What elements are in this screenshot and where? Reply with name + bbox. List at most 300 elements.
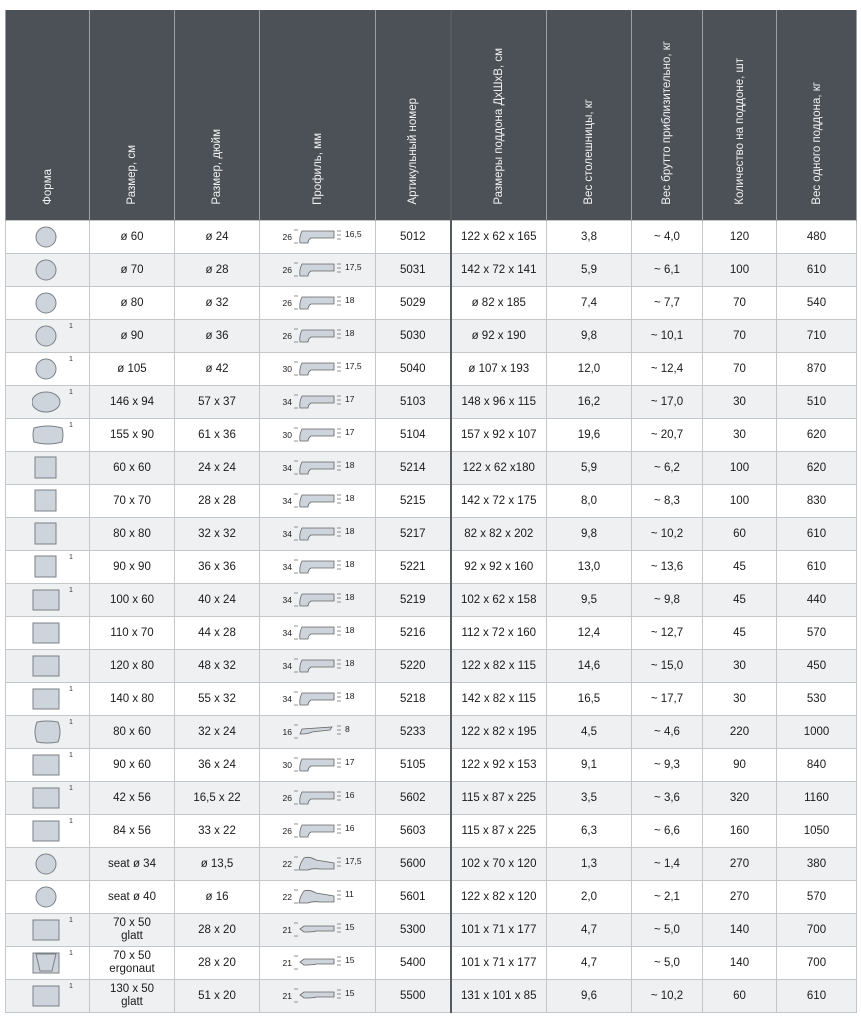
pallet-size: 148 x 96 x 115 [451,386,547,419]
profile-cell [260,221,376,254]
shape-cell [6,551,90,584]
footnote-marker: 1 [69,422,73,429]
footnote-marker: 1 [69,752,73,759]
header-qty-per-pallet: Количество на поддоне, шт [703,10,777,221]
table-row [6,320,857,353]
profile-left-mm: 22 [282,892,292,902]
header-pallet-weight: Вес одного поддона, кг [777,10,857,221]
qty-per-pallet: 70 [703,320,777,353]
pallet-size: ø 92 x 190 [451,320,547,353]
table-row [6,518,857,551]
profile-icon [294,954,344,972]
size-inch: ø 24 [175,221,260,254]
profile-left-mm: 34 [282,661,292,671]
pallet-size: 115 x 87 x 225 [451,815,547,848]
size-inch: 32 x 24 [175,716,260,749]
profile-left-mm: 26 [282,826,292,836]
profile-right-mm: 18 [345,328,355,338]
profile-cell [260,980,376,1013]
rect-icon [32,786,64,810]
qty-per-pallet: 70 [703,287,777,320]
gross-weight: ~ 2,1 [632,881,703,914]
shape-cell [6,452,90,485]
barrel-icon [32,423,64,447]
gross-weight: ~ 17,0 [632,386,703,419]
rect-icon [32,819,64,843]
size-cm-cell [90,716,175,749]
footnote-marker: 1 [69,983,73,990]
table-row [6,419,857,452]
footnote-marker: 1 [69,686,73,693]
qty-per-pallet: 45 [703,551,777,584]
table-row [6,815,857,848]
size-cm: ø 105 [117,363,147,375]
profile-icon [294,723,344,741]
size-inch: 28 x 20 [175,947,260,980]
pallet-size: 102 x 70 x 120 [451,848,547,881]
gross-weight: ~ 3,6 [632,782,703,815]
size-cm: ø 70 [120,264,144,276]
size-cm-cell [90,749,175,782]
qty-per-pallet: 90 [703,749,777,782]
rect-icon [32,984,64,1008]
pallet-size: 101 x 71 x 177 [451,914,547,947]
top-weight: 3,8 [547,221,632,254]
size-cm: 140 x 80 [109,693,155,705]
rect-icon [32,621,64,645]
size-cm-cell [90,518,175,551]
profile-cell [260,419,376,452]
size-cm: ø 60 [120,231,144,243]
shape-cell [6,353,90,386]
article-number: 5104 [376,419,451,452]
profile-left-mm: 34 [282,529,292,539]
qty-per-pallet: 100 [703,452,777,485]
size-cm-cell [90,320,175,353]
size-inch: 57 x 37 [175,386,260,419]
qty-per-pallet: 320 [703,782,777,815]
size-inch: 36 x 24 [175,749,260,782]
size-cm: 70 x 50 [113,917,151,929]
top-weight: 12,4 [547,617,632,650]
size-cm: 84 x 56 [113,825,151,837]
profile-right-mm: 18 [345,559,355,569]
table-row [6,353,857,386]
profile-cell [260,254,376,287]
table-row [6,551,857,584]
pallet-weight: 1050 [777,815,857,848]
size-inch: ø 28 [175,254,260,287]
profile-left-mm: 26 [282,265,292,275]
article-number: 5500 [376,980,451,1013]
top-weight: 19,6 [547,419,632,452]
profile-icon [294,558,344,576]
profile-cell [260,947,376,980]
qty-per-pallet: 220 [703,716,777,749]
top-weight: 5,9 [547,452,632,485]
profile-cell [260,353,376,386]
qty-per-pallet: 30 [703,386,777,419]
size-cm-variant: ergonaut [109,963,155,975]
profile-cell [260,782,376,815]
qty-per-pallet: 45 [703,584,777,617]
top-weight: 9,6 [547,980,632,1013]
size-cm-variant: glatt [121,930,143,942]
pallet-weight: 380 [777,848,857,881]
profile-icon [294,756,344,774]
size-cm-cell [90,254,175,287]
size-inch: ø 32 [175,287,260,320]
profile-cell [260,617,376,650]
profile-left-mm: 22 [282,859,292,869]
pallet-weight: 620 [777,419,857,452]
gross-weight: ~ 17,7 [632,683,703,716]
pallet-size: 142 x 82 x 115 [451,683,547,716]
qty-per-pallet: 60 [703,980,777,1013]
table-row [6,584,857,617]
footnote-marker: 1 [69,554,73,561]
size-cm-cell [90,980,175,1013]
profile-cell [260,848,376,881]
shape-cell [6,815,90,848]
article-number: 5040 [376,353,451,386]
pallet-size: 131 x 101 x 85 [451,980,547,1013]
size-cm-cell [90,485,175,518]
pallet-size: ø 107 x 193 [451,353,547,386]
qty-per-pallet: 60 [703,518,777,551]
square-icon [32,456,64,480]
footnote-marker: 1 [69,356,73,363]
header-shape: Форма [6,10,90,221]
qty-per-pallet: 140 [703,947,777,980]
footnote-marker: 1 [69,950,73,957]
size-cm-cell [90,848,175,881]
pallet-size: 122 x 82 x 195 [451,716,547,749]
gross-weight: ~ 13,6 [632,551,703,584]
profile-right-mm: 17,5 [345,262,362,272]
profile-cell [260,485,376,518]
size-inch: 28 x 28 [175,485,260,518]
rounded-rect-icon [32,720,64,744]
pallet-weight: 870 [777,353,857,386]
qty-per-pallet: 160 [703,815,777,848]
profile-left-mm: 16 [282,727,292,737]
profile-right-mm: 11 [345,889,354,899]
profile-icon [294,591,344,609]
profile-cell [260,551,376,584]
gross-weight: ~ 10,2 [632,518,703,551]
product-spec-table [5,10,857,1013]
profile-icon [294,921,344,939]
header-size-cm: Размер, см [90,10,175,221]
table-row [6,881,857,914]
profile-left-mm: 34 [282,595,292,605]
top-weight: 1,3 [547,848,632,881]
profile-right-mm: 17 [345,427,355,437]
size-inch: 16,5 x 22 [175,782,260,815]
header-row [6,10,857,221]
profile-cell [260,320,376,353]
header-article: Артикульный номер [376,10,451,221]
article-number: 5031 [376,254,451,287]
size-cm: 130 x 50 [109,983,155,995]
top-weight: 4,7 [547,947,632,980]
gross-weight: ~ 10,2 [632,980,703,1013]
profile-right-mm: 18 [345,592,355,602]
shape-cell [6,782,90,815]
table-row [6,287,857,320]
profile-left-mm: 30 [282,430,292,440]
profile-left-mm: 30 [282,760,292,770]
top-weight: 4,7 [547,914,632,947]
profile-left-mm: 34 [282,562,292,572]
profile-icon [294,459,344,477]
table-row [6,386,857,419]
size-cm-cell [90,551,175,584]
pallet-size: ø 82 x 185 [451,287,547,320]
pallet-size: 122 x 62 x 165 [451,221,547,254]
size-cm-cell [90,452,175,485]
profile-right-mm: 18 [345,493,355,503]
footnote-marker: 1 [69,785,73,792]
shape-cell [6,716,90,749]
profile-right-mm: 18 [345,658,355,668]
profile-cell [260,584,376,617]
trapezoid-icon [32,951,64,975]
table-row [6,617,857,650]
article-number: 5217 [376,518,451,551]
size-inch: 61 x 36 [175,419,260,452]
size-cm-cell [90,419,175,452]
header-top-weight: Вес столешницы, кг [547,10,632,221]
profile-right-mm: 17 [345,394,355,404]
size-cm-cell [90,914,175,947]
size-inch: 28 x 20 [175,914,260,947]
shape-cell [6,584,90,617]
qty-per-pallet: 140 [703,914,777,947]
top-weight: 9,5 [547,584,632,617]
shape-cell [6,386,90,419]
shape-cell [6,419,90,452]
gross-weight: ~ 4,6 [632,716,703,749]
size-cm: 100 x 60 [109,594,155,606]
table-row [6,914,857,947]
size-inch: 44 x 28 [175,617,260,650]
size-cm: 70 x 70 [113,495,151,507]
table-row [6,749,857,782]
profile-right-mm: 17 [345,757,355,767]
size-cm-cell [90,353,175,386]
profile-left-mm: 21 [282,925,292,935]
top-weight: 9,8 [547,320,632,353]
article-number: 5215 [376,485,451,518]
profile-right-mm: 16,5 [345,229,362,239]
pallet-weight: 840 [777,749,857,782]
footnote-marker: 1 [69,389,73,396]
table-row [6,683,857,716]
gross-weight: ~ 6,6 [632,815,703,848]
pallet-weight: 1000 [777,716,857,749]
gross-weight: ~ 8,3 [632,485,703,518]
profile-left-mm: 34 [282,496,292,506]
qty-per-pallet: 120 [703,221,777,254]
profile-cell [260,650,376,683]
size-inch: ø 36 [175,320,260,353]
size-cm-cell [90,650,175,683]
pallet-weight: 830 [777,485,857,518]
square-icon [32,555,64,579]
article-number: 5600 [376,848,451,881]
qty-per-pallet: 30 [703,683,777,716]
pallet-weight: 710 [777,320,857,353]
profile-icon [294,393,344,411]
profile-cell [260,518,376,551]
pallet-size: 122 x 82 x 115 [451,650,547,683]
gross-weight: ~ 20,7 [632,419,703,452]
profile-right-mm: 17,5 [345,361,362,371]
profile-cell [260,716,376,749]
profile-icon [294,690,344,708]
article-number: 5601 [376,881,451,914]
size-inch: ø 16 [175,881,260,914]
profile-cell [260,749,376,782]
gross-weight: ~ 9,8 [632,584,703,617]
size-cm-cell [90,881,175,914]
pallet-weight: 700 [777,947,857,980]
top-weight: 8,0 [547,485,632,518]
table-row [6,980,857,1013]
profile-icon [294,294,344,312]
size-cm: 90 x 90 [113,561,151,573]
footnote-marker: 1 [69,917,73,924]
shape-cell [6,881,90,914]
pallet-weight: 610 [777,551,857,584]
qty-per-pallet: 100 [703,485,777,518]
shape-cell [6,749,90,782]
profile-left-mm: 26 [282,331,292,341]
profile-cell [260,386,376,419]
profile-icon [294,822,344,840]
gross-weight: ~ 12,4 [632,353,703,386]
gross-weight: ~ 6,1 [632,254,703,287]
profile-right-mm: 16 [345,823,355,833]
rect-icon [32,687,64,711]
gross-weight: ~ 7,7 [632,287,703,320]
size-inch: ø 13,5 [175,848,260,881]
circle-icon [32,225,64,249]
square-icon [32,522,64,546]
top-weight: 9,8 [547,518,632,551]
rect-icon [32,588,64,612]
profile-right-mm: 8 [345,724,350,734]
size-inch: 32 x 32 [175,518,260,551]
profile-icon [294,492,344,510]
qty-per-pallet: 30 [703,650,777,683]
profile-left-mm: 26 [282,298,292,308]
pallet-size: 142 x 72 x 175 [451,485,547,518]
article-number: 5603 [376,815,451,848]
gross-weight: ~ 15,0 [632,650,703,683]
top-weight: 9,1 [547,749,632,782]
pallet-weight: 510 [777,386,857,419]
article-number: 5300 [376,914,451,947]
article-number: 5220 [376,650,451,683]
shape-cell [6,485,90,518]
table-row [6,716,857,749]
shape-cell [6,848,90,881]
size-cm: ø 80 [120,297,144,309]
article-number: 5233 [376,716,451,749]
size-inch: 48 x 32 [175,650,260,683]
pallet-weight: 450 [777,650,857,683]
pallet-size: 142 x 72 x 141 [451,254,547,287]
size-cm: seat ø 40 [108,891,156,903]
profile-right-mm: 15 [345,922,355,932]
profile-icon [294,789,344,807]
size-cm: 155 x 90 [109,429,155,441]
shape-cell [6,980,90,1013]
article-number: 5221 [376,551,451,584]
footnote-marker: 1 [69,587,73,594]
size-inch: ø 42 [175,353,260,386]
article-number: 5216 [376,617,451,650]
circle-icon [32,324,64,348]
gross-weight: ~ 9,3 [632,749,703,782]
article-number: 5105 [376,749,451,782]
profile-right-mm: 17,5 [345,856,362,866]
pallet-size: 101 x 71 x 177 [451,947,547,980]
shape-cell [6,221,90,254]
profile-left-mm: 34 [282,463,292,473]
profile-cell [260,683,376,716]
rect-icon [32,753,64,777]
article-number: 5030 [376,320,451,353]
profile-icon [294,525,344,543]
article-number: 5214 [376,452,451,485]
profile-right-mm: 18 [345,625,355,635]
top-weight: 6,3 [547,815,632,848]
size-inch: 33 x 22 [175,815,260,848]
shape-cell [6,914,90,947]
pallet-size: 122 x 92 x 153 [451,749,547,782]
profile-right-mm: 18 [345,691,355,701]
shape-cell [6,287,90,320]
shape-cell [6,254,90,287]
table-row [6,947,857,980]
size-cm: 80 x 60 [113,726,151,738]
table-row [6,485,857,518]
gross-weight: ~ 12,7 [632,617,703,650]
profile-icon [294,657,344,675]
profile-right-mm: 18 [345,526,355,536]
size-inch: 40 x 24 [175,584,260,617]
size-cm: 80 x 80 [113,528,151,540]
size-inch: 24 x 24 [175,452,260,485]
qty-per-pallet: 100 [703,254,777,287]
profile-cell [260,914,376,947]
profile-right-mm: 15 [345,955,355,965]
article-number: 5012 [376,221,451,254]
pallet-weight: 610 [777,980,857,1013]
circle-icon [32,357,64,381]
gross-weight: ~ 4,0 [632,221,703,254]
size-cm-cell [90,683,175,716]
size-cm: 60 x 60 [113,462,151,474]
pallet-weight: 540 [777,287,857,320]
table-row [6,254,857,287]
top-weight: 16,2 [547,386,632,419]
pallet-size: 115 x 87 x 225 [451,782,547,815]
